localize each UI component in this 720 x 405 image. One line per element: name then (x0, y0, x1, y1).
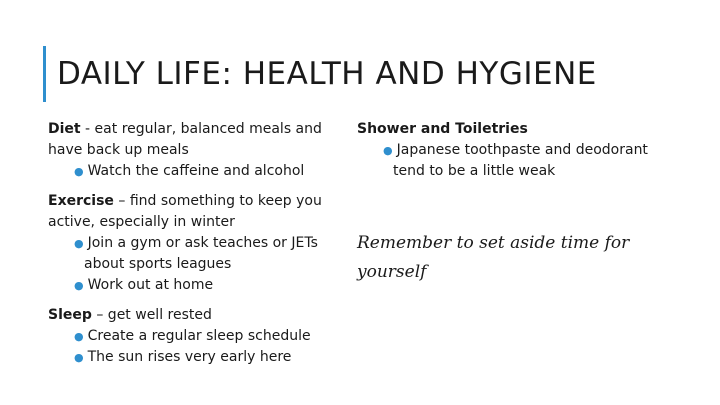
diet-heading: Diet (48, 121, 81, 137)
diet-bullet-text: Watch the caffeine and alcohol (87, 163, 305, 179)
toiletries-section (357, 119, 677, 182)
right-column (357, 119, 677, 182)
exercise-text-2: active, especially in winter (48, 214, 235, 230)
toiletries-heading: Shower and Toiletries (357, 121, 528, 137)
diet-section (48, 119, 338, 182)
bullet-icon: ● (74, 237, 84, 250)
title-accent-bar (43, 46, 46, 102)
bullet-icon: ● (74, 351, 84, 364)
sleep-bullet-1 (74, 326, 338, 347)
sleep-bullet-2 (74, 347, 338, 368)
note-line-1: Remember to set aside time for (357, 233, 630, 253)
note-line-2: yourself (357, 262, 427, 282)
diet-bullet (74, 161, 338, 182)
exercise-bullet-1-line-1: Join a gym or ask teaches or JETs (87, 235, 318, 251)
exercise-bullet-1 (74, 233, 338, 254)
exercise-bullet-1-line-2: about sports leagues (84, 256, 232, 272)
exercise-heading: Exercise (48, 193, 114, 209)
exercise-bullet-2 (74, 275, 338, 296)
sleep-heading: Sleep (48, 307, 92, 323)
bullet-icon: ● (74, 330, 84, 343)
bullet-icon: ● (74, 279, 84, 292)
bullet-icon: ● (383, 144, 393, 157)
sleep-bullet-2-text: The sun rises very early here (87, 349, 292, 365)
self-care-note (357, 229, 667, 287)
diet-text-1: - eat regular, balanced meals and (80, 121, 322, 137)
diet-text-2: have back up meals (48, 142, 189, 158)
left-column (48, 119, 338, 368)
sleep-bullet-1-text: Create a regular sleep schedule (87, 328, 311, 344)
sleep-line-1 (48, 305, 338, 326)
diet-line-1 (48, 119, 338, 140)
exercise-bullet-2-text: Work out at home (87, 277, 214, 293)
toiletries-bullet-line-1: Japanese toothpaste and deodorant (396, 142, 648, 158)
toiletries-bullet (383, 140, 677, 161)
sleep-section (48, 305, 338, 368)
bullet-icon: ● (74, 165, 84, 178)
exercise-text-1: – find something to keep you (113, 193, 322, 209)
slide-title: DAILY LIFE: HEALTH AND HYGIENE (57, 56, 597, 92)
exercise-section (48, 191, 338, 296)
sleep-text-1: – get well rested (91, 307, 212, 323)
toiletries-bullet-line-2: tend to be a little weak (393, 163, 556, 179)
exercise-line-1 (48, 191, 338, 212)
